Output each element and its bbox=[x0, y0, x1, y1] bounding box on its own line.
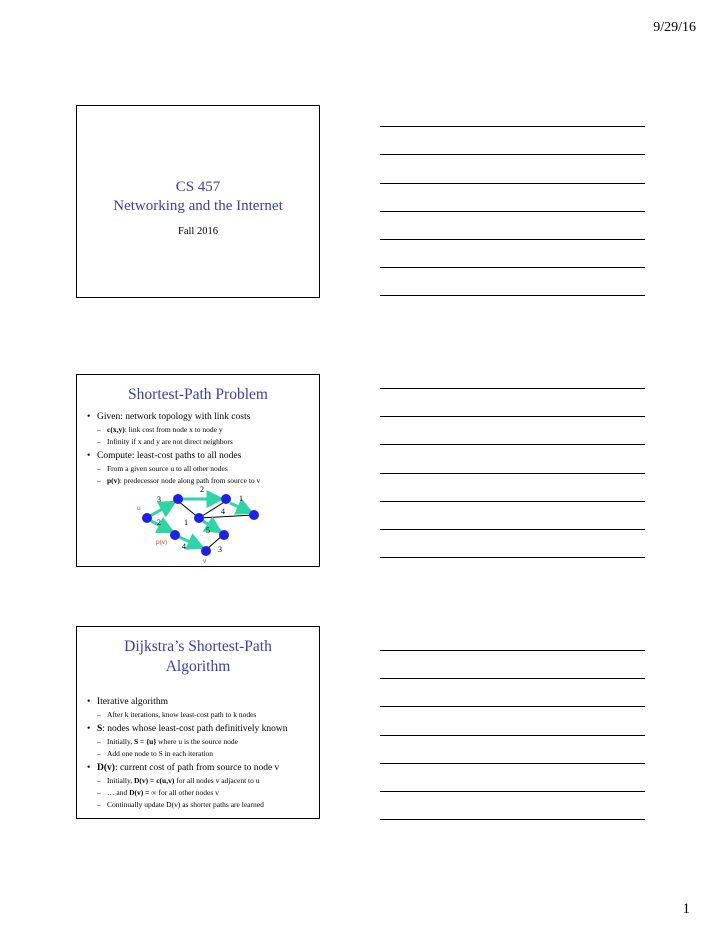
note-line bbox=[380, 267, 645, 268]
bullet-compute: • Compute: least-cost paths to all nodes bbox=[83, 450, 315, 462]
network-diagram bbox=[135, 485, 265, 565]
note-line bbox=[380, 763, 645, 764]
node-label-v: v bbox=[203, 558, 207, 565]
note-line bbox=[380, 501, 645, 502]
edge-label: 3 bbox=[218, 545, 222, 554]
semester: Fall 2016 bbox=[178, 226, 218, 237]
note-line bbox=[380, 126, 645, 127]
node-label-u: u bbox=[137, 505, 141, 512]
slide3-title bbox=[77, 637, 319, 677]
node-pv bbox=[170, 530, 180, 540]
page-number: 1 bbox=[682, 901, 690, 917]
bullet-given: • Given: network topology with link costs bbox=[83, 411, 315, 423]
note-line bbox=[380, 557, 645, 558]
path-edge bbox=[151, 521, 171, 531]
sub-bullet-infinity: – Infinity if x and y are not direct neighbors bbox=[83, 437, 315, 447]
slide2-title: Shortest-Path Problem bbox=[128, 386, 268, 403]
node-u bbox=[142, 513, 152, 523]
sub-bullet-source: – From a given source u to all other nodes bbox=[83, 464, 315, 474]
bullet-dv: • D(v): current cost of path from source to node v bbox=[83, 762, 315, 774]
edge-label: 1 bbox=[239, 494, 243, 503]
slide-shortest-path-problem bbox=[76, 374, 320, 567]
sub-bullet-k-iterations: – After k iterations, know least-cost path to k nodes bbox=[83, 710, 315, 720]
sub-bullet-link-cost: – c(x,y): link cost from node x to node y bbox=[83, 425, 315, 435]
sub-bullet-initially-s: – Initially, S = {u} where u is the source node bbox=[83, 737, 315, 747]
edge-label: 3 bbox=[157, 495, 161, 504]
sub-bullet-update: – Continually update D(v) as shorter paths are learned bbox=[83, 800, 315, 810]
edge bbox=[199, 515, 254, 518]
sub-bullet-add-node: – Add one node to S in each iteration bbox=[83, 749, 315, 759]
note-line bbox=[380, 650, 645, 651]
note-line bbox=[380, 473, 645, 474]
course-name: Networking and the Internet bbox=[113, 198, 283, 214]
node bbox=[249, 510, 259, 520]
edge-label: 5 bbox=[206, 526, 210, 535]
slide1-title bbox=[77, 178, 319, 216]
course-code: CS 457 bbox=[175, 179, 221, 195]
slide3-bullets bbox=[83, 693, 315, 810]
node-label-pv: p(v) bbox=[156, 539, 168, 546]
slide-title bbox=[76, 105, 320, 298]
note-line bbox=[380, 529, 645, 530]
node bbox=[221, 494, 231, 504]
path-edge bbox=[150, 503, 173, 516]
bullet-s: • S: nodes whose least-cost path definitively known bbox=[83, 723, 315, 735]
edge-label: 4 bbox=[221, 507, 225, 516]
note-line bbox=[380, 183, 645, 184]
node-v bbox=[201, 546, 211, 556]
edge-label: 2 bbox=[200, 485, 204, 494]
sub-bullet-initially-dv: – Initially, D(v) = c(u,v) for all nodes v adjacent to u bbox=[83, 776, 315, 786]
sub-bullet-predecessor: – p(v): predecessor node along path from source to v bbox=[83, 476, 315, 486]
edge-label: 1 bbox=[184, 518, 188, 527]
note-line bbox=[380, 444, 645, 445]
bullet-iterative: • Iterative algorithm bbox=[83, 696, 315, 708]
path-edge bbox=[230, 503, 250, 512]
note-line bbox=[380, 735, 645, 736]
note-line bbox=[380, 295, 645, 296]
slide3-title-line1: Dijkstra’s Shortest-Path bbox=[124, 638, 272, 655]
node bbox=[219, 530, 229, 540]
note-line bbox=[380, 239, 645, 240]
note-line bbox=[380, 791, 645, 792]
page-date: 9/29/16 bbox=[653, 20, 696, 35]
note-line bbox=[380, 819, 645, 820]
node bbox=[194, 513, 204, 523]
note-line bbox=[380, 388, 645, 389]
note-line bbox=[380, 678, 645, 679]
node bbox=[173, 494, 183, 504]
slide2-bullets bbox=[83, 408, 315, 486]
slide-dijkstra bbox=[76, 626, 320, 819]
note-line bbox=[380, 416, 645, 417]
edge-label: 4 bbox=[182, 542, 186, 551]
note-line bbox=[380, 706, 645, 707]
slide3-title-line2: Algorithm bbox=[165, 658, 231, 675]
edge-label: 2 bbox=[157, 518, 161, 527]
note-line bbox=[380, 211, 645, 212]
note-line bbox=[380, 154, 645, 155]
sub-bullet-infinity-others: – … and D(v) = ∞ for all other nodes v bbox=[83, 788, 315, 798]
